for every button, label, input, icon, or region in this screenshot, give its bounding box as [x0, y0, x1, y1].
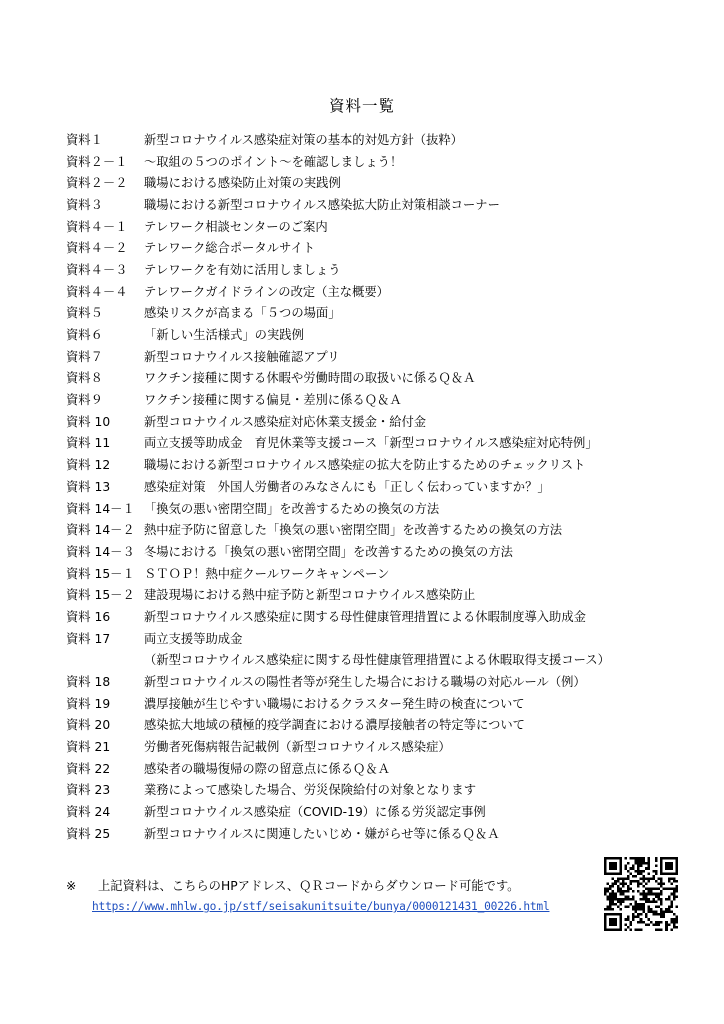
item-title: ＳＴＯＰ！熱中症クールワークキャンペーン [144, 566, 390, 581]
list-item [66, 258, 706, 280]
list-item [66, 540, 706, 562]
item-number: 資料 14－２ [66, 523, 135, 538]
list-item [66, 692, 706, 714]
list-item [66, 518, 706, 540]
list-item [66, 280, 706, 302]
item-title: 両立支援等助成金 育児休業等支援コース「新型コロナウイルス感染症対応特例」 [144, 436, 598, 451]
item-title: 労働者死傷病報告記載例（新型コロナウイルス感染症） [144, 740, 451, 755]
list-item [66, 627, 706, 649]
list-item [66, 605, 706, 627]
item-number: 資料 15－１ [66, 566, 135, 581]
item-number: 資料 23 [66, 783, 111, 798]
list-item [66, 735, 706, 757]
item-title: テレワーク総合ポータルサイト [144, 241, 316, 256]
item-title: 「新しい生活様式」の実践例 [144, 328, 304, 343]
page-title: 資料一覧 [328, 97, 395, 115]
item-title: 両立支援等助成金 [144, 631, 243, 646]
list-item [66, 388, 706, 410]
item-title: 職場における感染防止対策の実践例 [144, 176, 341, 191]
item-title: 濃厚接触が生じやすい職場におけるクラスター発生時の検査について [144, 696, 525, 711]
list-item [66, 670, 706, 692]
item-number: 資料６ [66, 328, 103, 343]
list-item [66, 757, 706, 779]
item-title: 業務によって感染した場合、労災保険給付の対象となります [144, 783, 477, 798]
item-number: 資料９ [66, 393, 103, 408]
list-item [66, 323, 706, 345]
list-item [66, 583, 706, 605]
item-number: 資料１ [66, 132, 103, 147]
item-number: 資料８ [66, 371, 103, 386]
item-title: 新型コロナウイルス感染症対策の基本的対処方針（抜粋） [144, 132, 463, 147]
item-number: 資料 19 [66, 696, 111, 711]
item-title: 職場における新型コロナウイルス感染症の拡大を防止するためのチェックリスト [144, 458, 586, 473]
list-item [66, 128, 706, 150]
item-title: 「換気の悪い密閉空間」を改善するための換気の方法 [144, 501, 440, 516]
list-item [66, 302, 706, 324]
list-item [66, 345, 706, 367]
item-number: 資料 22 [66, 761, 111, 776]
note-mark: ※ [66, 879, 77, 893]
item-number: 資料２－１ [66, 154, 128, 169]
list-item [66, 562, 706, 584]
item-number: 資料 20 [66, 718, 111, 733]
item-number: 資料４－３ [66, 262, 128, 277]
note-text: 上記資料は、こちらのHPアドレス、ＱＲコードからダウンロード可能です。 [98, 879, 520, 893]
item-number: 資料 16 [66, 609, 111, 624]
list-item [66, 236, 706, 258]
item-number: 資料５ [66, 306, 103, 321]
item-title: 冬場における「換気の悪い密閉空間」を改善するための換気の方法 [144, 544, 513, 559]
item-number: 資料 11 [66, 436, 111, 451]
list-item [66, 800, 706, 822]
item-title: 新型コロナウイルス感染症（COVID-19）に係る労災認定事例 [144, 805, 486, 820]
item-number: 資料 12 [66, 458, 111, 473]
item-number: 資料 24 [66, 805, 111, 820]
list-item [66, 714, 706, 736]
list-item [66, 171, 706, 193]
qr-code-icon [604, 857, 678, 931]
item-number: 資料 17 [66, 631, 111, 646]
item-title: 建設現場における熱中症予防と新型コロナウイルス感染防止 [144, 588, 476, 603]
item-title: 職場における新型コロナウイルス感染拡大防止対策相談コーナー [144, 197, 500, 212]
item-number: 資料４－２ [66, 241, 128, 256]
list-item [66, 779, 706, 801]
item-title: 新型コロナウイルス感染症に関する母性健康管理措置による休暇制度導入助成金 [144, 609, 586, 624]
item-title: ワクチン接種に関する休暇や労働時間の取扱いに係るＱ＆Ａ [144, 371, 476, 386]
item-title: テレワークを有効に活用しましょう [144, 262, 341, 277]
item-number: 資料 18 [66, 675, 111, 690]
note [66, 876, 519, 894]
list-item [66, 822, 706, 844]
download-link[interactable]: https://www.mhlw.go.jp/stf/seisakunitsuite/bunya/0000121431_00226.html [92, 900, 550, 913]
item-title: 感染拡大地域の積極的疫学調査における濃厚接触者の特定等について [144, 718, 525, 733]
item-number: 資料 25 [66, 826, 111, 841]
item-title: 熱中症予防に留意した「換気の悪い密閉空間」を改善するための換気の方法 [144, 523, 563, 538]
list-item [66, 453, 706, 475]
item-title: テレワークガイドラインの改定（主な概要） [144, 284, 389, 299]
item-number: 資料 15－２ [66, 588, 135, 603]
item-title: 感染リスクが高まる「５つの場面」 [144, 306, 341, 321]
item-title: 新型コロナウイルス接触確認アプリ [144, 349, 340, 364]
item-number: 資料４－４ [66, 284, 128, 299]
list-item [66, 649, 706, 671]
list-item [66, 432, 706, 454]
item-number: 資料 10 [66, 414, 111, 429]
list-item [66, 367, 706, 389]
item-number: 資料 21 [66, 740, 111, 755]
item-title: テレワーク相談センターのご案内 [144, 219, 328, 234]
item-number: 資料 14－３ [66, 544, 135, 559]
material-list [66, 128, 706, 844]
item-number: 資料７ [66, 349, 103, 364]
list-item [66, 193, 706, 215]
item-title: 新型コロナウイルスに関連したいじめ・嫌がらせ等に係るＱ＆Ａ [144, 826, 500, 841]
list-item [66, 410, 706, 432]
item-title: 新型コロナウイルスの陽性者等が発生した場合における職場の対応ルール（例） [144, 675, 586, 690]
item-number: 資料 13 [66, 479, 111, 494]
list-item [66, 497, 706, 519]
item-title: ワクチン接種に関する偏見・差別に係るＱ＆Ａ [144, 393, 402, 408]
item-title: ～取組の５つのポイント～を確認しましょう！ [144, 154, 403, 169]
item-title: 感染者の職場復帰の際の留意点に係るＱ＆Ａ [144, 761, 390, 776]
item-title: （新型コロナウイルス感染症に関する母性健康管理措置による休暇取得支援コース） [144, 653, 610, 668]
item-title: 感染症対策 外国人労働者のみなさんにも「正しく伝わっていますか？」 [144, 479, 550, 494]
item-number: 資料４－１ [66, 219, 128, 234]
list-item [66, 475, 706, 497]
item-number: 資料 14－１ [66, 501, 135, 516]
list-item [66, 215, 706, 237]
item-number: 資料３ [66, 197, 103, 212]
item-number: 資料２－２ [66, 176, 128, 191]
item-title: 新型コロナウイルス感染症対応休業支援金・給付金 [144, 414, 427, 429]
list-item [66, 150, 706, 172]
